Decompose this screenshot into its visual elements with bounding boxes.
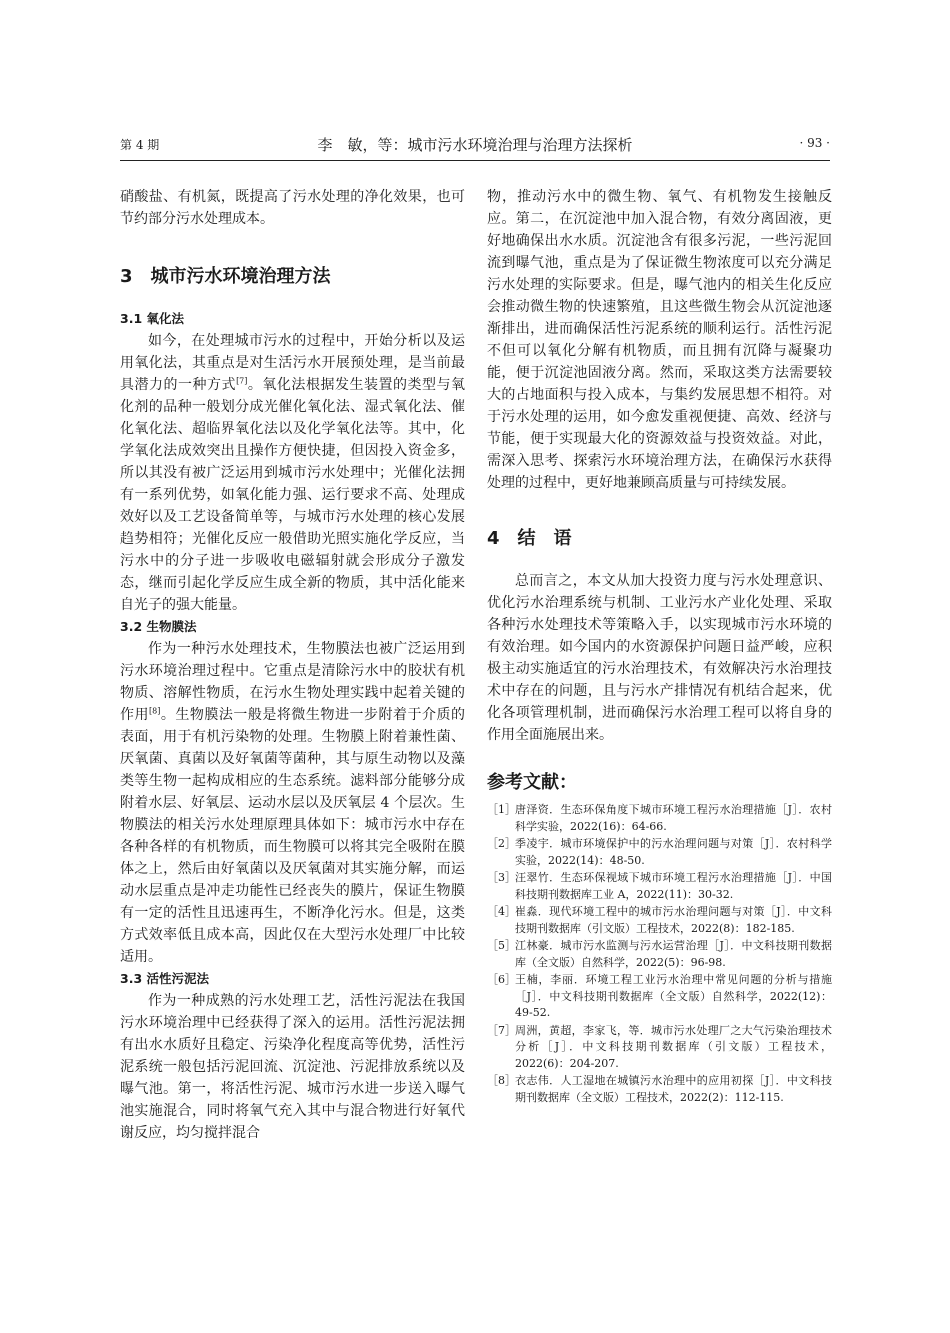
reference-text: 汪翠竹．生态环保视域下城市环境工程污水治理措施［J］．中国科技期刊数据库工业 A，2022(11)：30-32. [515, 871, 832, 901]
references-heading: 参考文献： [487, 772, 577, 793]
reference-number: ［7］ [487, 1023, 516, 1037]
section-3-3-heading: 3.3 活性污泥法 [120, 971, 209, 986]
header-rule [120, 160, 830, 161]
paragraph-conclusion: 总而言之，本文从加大投资力度与污水处理意识、优化污水治理系统与机制、工业污水产业化处理、采取各种污水处理技术等策略入手，以实现城市污水环境的有效治理。如今国内的水资源保护问题日益严峻，应积极主动实施适宜的污水治理技术，有效解决污水治理技术中存在的问题，且与污水产排情况有机结合起来，优化各项管理机制，进而确保污水治理工程可以将自身的作用全面施展出来。 [487, 573, 832, 743]
paragraph-biofilm: 作为一种污水处理技术，生物膜法也被广泛运用到污水环境治理过程中。它重点是清除污水中的胶状有机物质、溶解性物质，在污水生物处理实践中起着关键的作用[8]。生物膜法一般是将微生物进一步附着于介质的表面，用于有机污染物的处理。生物膜上附着兼性菌、厌氧菌、真菌以及好氧菌等菌种，其与原生动物以及藻类等生物一起构成相应的生态系统。滤料部分能够分成附着水层、好氧层、运动水层以及厌氧层 4 个层次。生物膜法的相关污水处理原理具体如下：城市污水中存在各种各样的有机物质，而生物膜可以将其完全吸附在膜体之上，然后由好氧菌以及厌氧菌对其实施分解，而运动水层重点是冲走功能性已经丧失的膜片，保证生物膜有一定的活性且迅速再生，不断净化污水。但是，这类方式效率低且成本高，因此仅在大型污水处理厂中比较适用。 [120, 641, 466, 965]
section-3-1-heading: 3.1 氧化法 [120, 311, 184, 326]
reference-text: 衣志伟．人工湿地在城镇污水治理中的应用初探［J］．中文科技期刊数据库（全文版）工程技术，2022(2)：112-115. [515, 1074, 832, 1104]
reference-item [487, 972, 832, 1022]
section-3-heading: 3 城市污水环境治理方法 [120, 266, 331, 287]
reference-number: ［1］ [487, 803, 516, 816]
reference-number: ［6］ [487, 973, 516, 986]
reference-number: ［8］ [487, 1074, 516, 1087]
reference-number: ［5］ [487, 939, 516, 952]
running-title: 李 敏，等：城市污水环境治理与治理方法探析 [317, 136, 633, 154]
reference-text: 崔淼．现代环境工程中的城市污水治理问题与对策［J］．中文科技期刊数据库（引文版）工程技术，2022(8)：182-185. [515, 905, 832, 935]
reference-item [487, 904, 832, 937]
reference-number: ［3］ [487, 871, 516, 884]
paragraph-oxidation: 如今，在处理城市污水的过程中，开始分析以及运用氧化法，其重点是对生活污水开展预处理，是当前最具潜力的一种方式[7]。氧化法根据发生装置的类型与氧化剂的品种一般划分成光催化氧化法、湿式氧化法、催化氧化法、超临界氧化法以及化学氧化法等。其中，化学氧化法成效突出且操作方便快捷，但因投入资金多，所以其没有被广泛运用到城市污水处理中；光催化法拥有一系列优势，如氧化能力强、运行要求不高、处理成效好以及工艺设备简单等，与城市污水处理的核心发展趋势相符；光催化反应一般借助光照实施化学反应，当污水中的分子进一步吸收电磁辐射就会形成分子激发态，继而引起化学反应生成全新的物质，其中活化能来自光子的强大能量。 [120, 333, 466, 613]
reference-text: 周洲，黄超，李家飞，等．城市污水处理厂之大气污染治理技术分析［J］．中文科技期刊数据库（引文版）工程技术，2022(6)：204-207. [515, 1023, 832, 1070]
page-number: · 93 · [799, 136, 830, 150]
reference-item [487, 1073, 832, 1106]
paragraph-activated-sludge-continued: 物，推动污水中的微生物、氧气、有机物发生接触反应。第二，在沉淀池中加入混合物，有效分离固液，更好地确保出水水质。沉淀池含有很多污泥，一些污泥回流到曝气池，重点是为了保证微生物浓度可以充分满足污水处理的实际要求。但是，曝气池内的相关生化反应会推动微生物的快速繁殖，且这些微生物会从沉淀池逐渐排出，进而确保活性污泥系统的顺利运行。活性污泥不但可以氧化分解有机物质，而且拥有沉降与凝聚功能，便于沉淀池固液分离。然而，采取这类方法需要较大的占地面积与投入成本，与集约发展思想不相符。对于污水处理的运用，如今愈发重视便捷、高效、经济与节能，便于实现最大化的资源效益与投资效益。对此，需深入思考、探索污水环境治理方法，在确保污水获得处理的过程中，更好地兼顾高质量与可持续发展。 [487, 189, 832, 491]
reference-item [487, 938, 832, 971]
reference-text: 唐泽资．生态环保角度下城市环境工程污水治理措施［J］．农村科学实验，2022(16)：64-66. [515, 803, 832, 833]
citation-7: [7] [236, 376, 248, 386]
reference-text: 江林豪．城市污水监测与污水运营治理［J］．中文科技期刊数据库（全文版）自然科学，2022(5)：96-98. [515, 939, 832, 969]
right-column [487, 186, 832, 1107]
section-3-2-heading: 3.2 生物膜法 [120, 619, 197, 634]
paragraph-activated-sludge: 作为一种成熟的污水处理工艺，活性污泥法在我国污水环境治理中已经获得了深入的运用。活性污泥法拥有出水水质好且稳定、污染净化程度高等优势，活性污泥系统一般包括污泥回流、沉淀池、污泥排放系统以及曝气池。第一，将活性污泥、城市污水进一步送入曝气池实施混合，同时将氧气充入其中与混合物进行好氧代谢反应，均匀搅拌混合 [120, 993, 465, 1141]
left-column [120, 186, 465, 1144]
reference-text: 王楠，李丽．环境工程工业污水治理中常见问题的分析与措施［J］．中文科技期刊数据库（全文版）自然科学，2022(12)：49-52. [515, 973, 832, 1019]
reference-text: 季凌宇．城市环境保护中的污水治理问题与对策［J］．农村科学实验，2022(14)：48-50. [515, 837, 832, 867]
reference-item [487, 836, 832, 869]
section-4-heading: 4 结 语 [487, 528, 572, 549]
running-header [120, 134, 830, 156]
citation-8: [8] [149, 706, 161, 716]
reference-number: ［4］ [487, 905, 516, 918]
reference-item [487, 870, 832, 903]
reference-item [487, 802, 832, 835]
paragraph-continued: 硝酸盐、有机氮，既提高了污水处理的净化效果，也可节约部分污水处理成本。 [120, 189, 465, 227]
issue-number: 第 4 期 [120, 138, 160, 152]
reference-number: ［2］ [487, 837, 516, 850]
reference-list [487, 802, 832, 1106]
reference-item [487, 1023, 832, 1073]
